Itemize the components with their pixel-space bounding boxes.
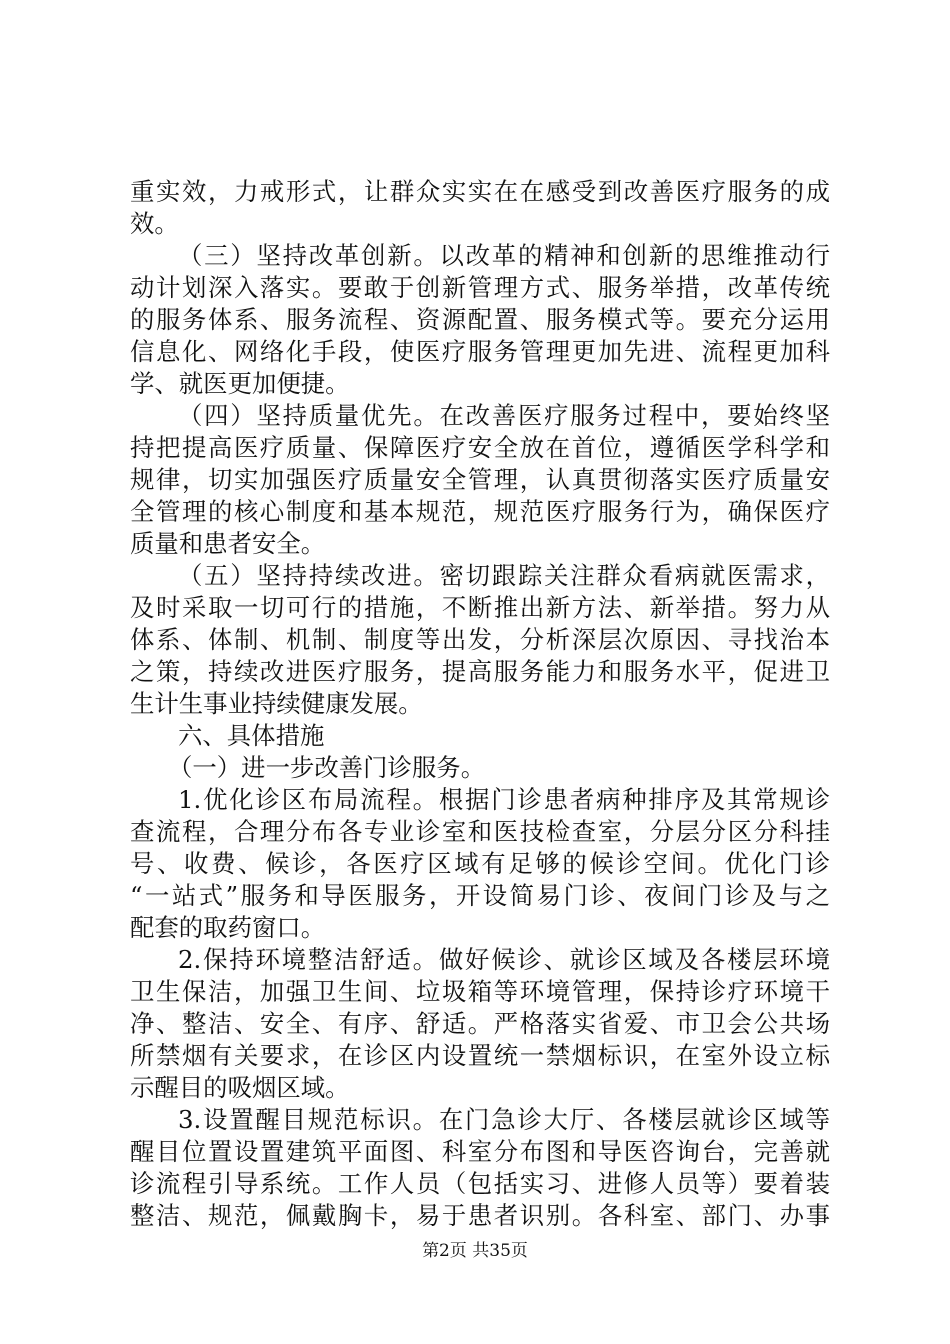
- paragraph-start-line: （五）坚持持续改进。密切跟踪关注群众看病就医需求，: [178, 561, 830, 590]
- body-line: 持把提高医疗质量、保障医疗安全放在首位，遵循医学科学和: [130, 433, 830, 462]
- body-line: 质量和患者安全。: [130, 529, 326, 558]
- body-line: 生计生事业持续健康发展。: [130, 689, 423, 718]
- body-line: 示醒目的吸烟区域。: [130, 1073, 350, 1102]
- body-line: 所禁烟有关要求，在诊区内设置统一禁烟标识，在室外设立标: [130, 1041, 830, 1070]
- body-line: 信息化、网络化手段，使医疗服务管理更加先进、流程更加科: [130, 337, 830, 366]
- section-heading: 六、具体措施: [178, 721, 325, 750]
- page-number-footer: 第2页 共35页: [422, 1241, 528, 1261]
- body-line: 及时采取一切可行的措施，不断推出新方法、新举措。努力从: [130, 593, 830, 622]
- body-line: 查流程，合理分布各专业诊室和医技检查室，分层分区分科挂: [130, 817, 830, 846]
- body-line: 规律，切实加强医疗质量安全管理，认真贯彻落实医疗质量安: [130, 465, 830, 494]
- body-line: 全管理的核心制度和基本规范，规范医疗服务行为，确保医疗: [130, 497, 830, 526]
- body-line: 之策，持续改进医疗服务，提高服务能力和服务水平，促进卫: [130, 657, 830, 686]
- body-line: 整洁、规范，佩戴胸卡，易于患者识别。各科室、部门、办事: [130, 1201, 830, 1230]
- paragraph-start-line: （四）坚持质量优先。在改善医疗服务过程中，要始终坚: [178, 401, 830, 430]
- body-line: “一站式”服务和导医服务，开设简易门诊、夜间门诊及与之: [130, 881, 830, 910]
- paragraph-start-line: 2.保持环境整洁舒适。做好候诊、就诊区域及各楼层环境: [178, 945, 830, 974]
- body-line: 学、就医更加便捷。: [130, 369, 350, 398]
- body-line: 效。: [130, 209, 179, 238]
- paragraph-start-line: 1.优化诊区布局流程。根据门诊患者病种排序及其常规诊: [178, 785, 830, 814]
- body-line: 体系、体制、机制、制度等出发，分析深层次原因、寻找治本: [130, 625, 830, 654]
- body-line: 重实效，力戒形式，让群众实实在在感受到改善医疗服务的成: [130, 177, 830, 206]
- body-line: 诊流程引导系统。工作人员（包括实习、进修人员等）要着装: [130, 1169, 830, 1198]
- subsection-heading: （一）进一步改善门诊服务。: [168, 753, 486, 782]
- body-line: 配套的取药窗口。: [130, 913, 326, 942]
- paragraph-start-line: 3.设置醒目规范标识。在门急诊大厅、各楼层就诊区域等: [178, 1105, 830, 1134]
- body-line: 号、收费、候诊，各医疗区域有足够的候诊空间。优化门诊: [130, 849, 830, 878]
- body-line: 动计划深入落实。要敢于创新管理方式、服务举措，改革传统: [130, 273, 830, 302]
- body-line: 卫生保洁，加强卫生间、垃圾箱等环境管理，保持诊疗环境干: [130, 977, 830, 1006]
- body-line: 净、整洁、安全、有序、舒适。严格落实省爱、市卫会公共场: [130, 1009, 830, 1038]
- body-line: 的服务体系、服务流程、资源配置、服务模式等。要充分运用: [130, 305, 830, 334]
- body-line: 醒目位置设置建筑平面图、科室分布图和导医咨询台，完善就: [130, 1137, 830, 1166]
- paragraph-start-line: （三）坚持改革创新。以改革的精神和创新的思维推动行: [178, 241, 830, 270]
